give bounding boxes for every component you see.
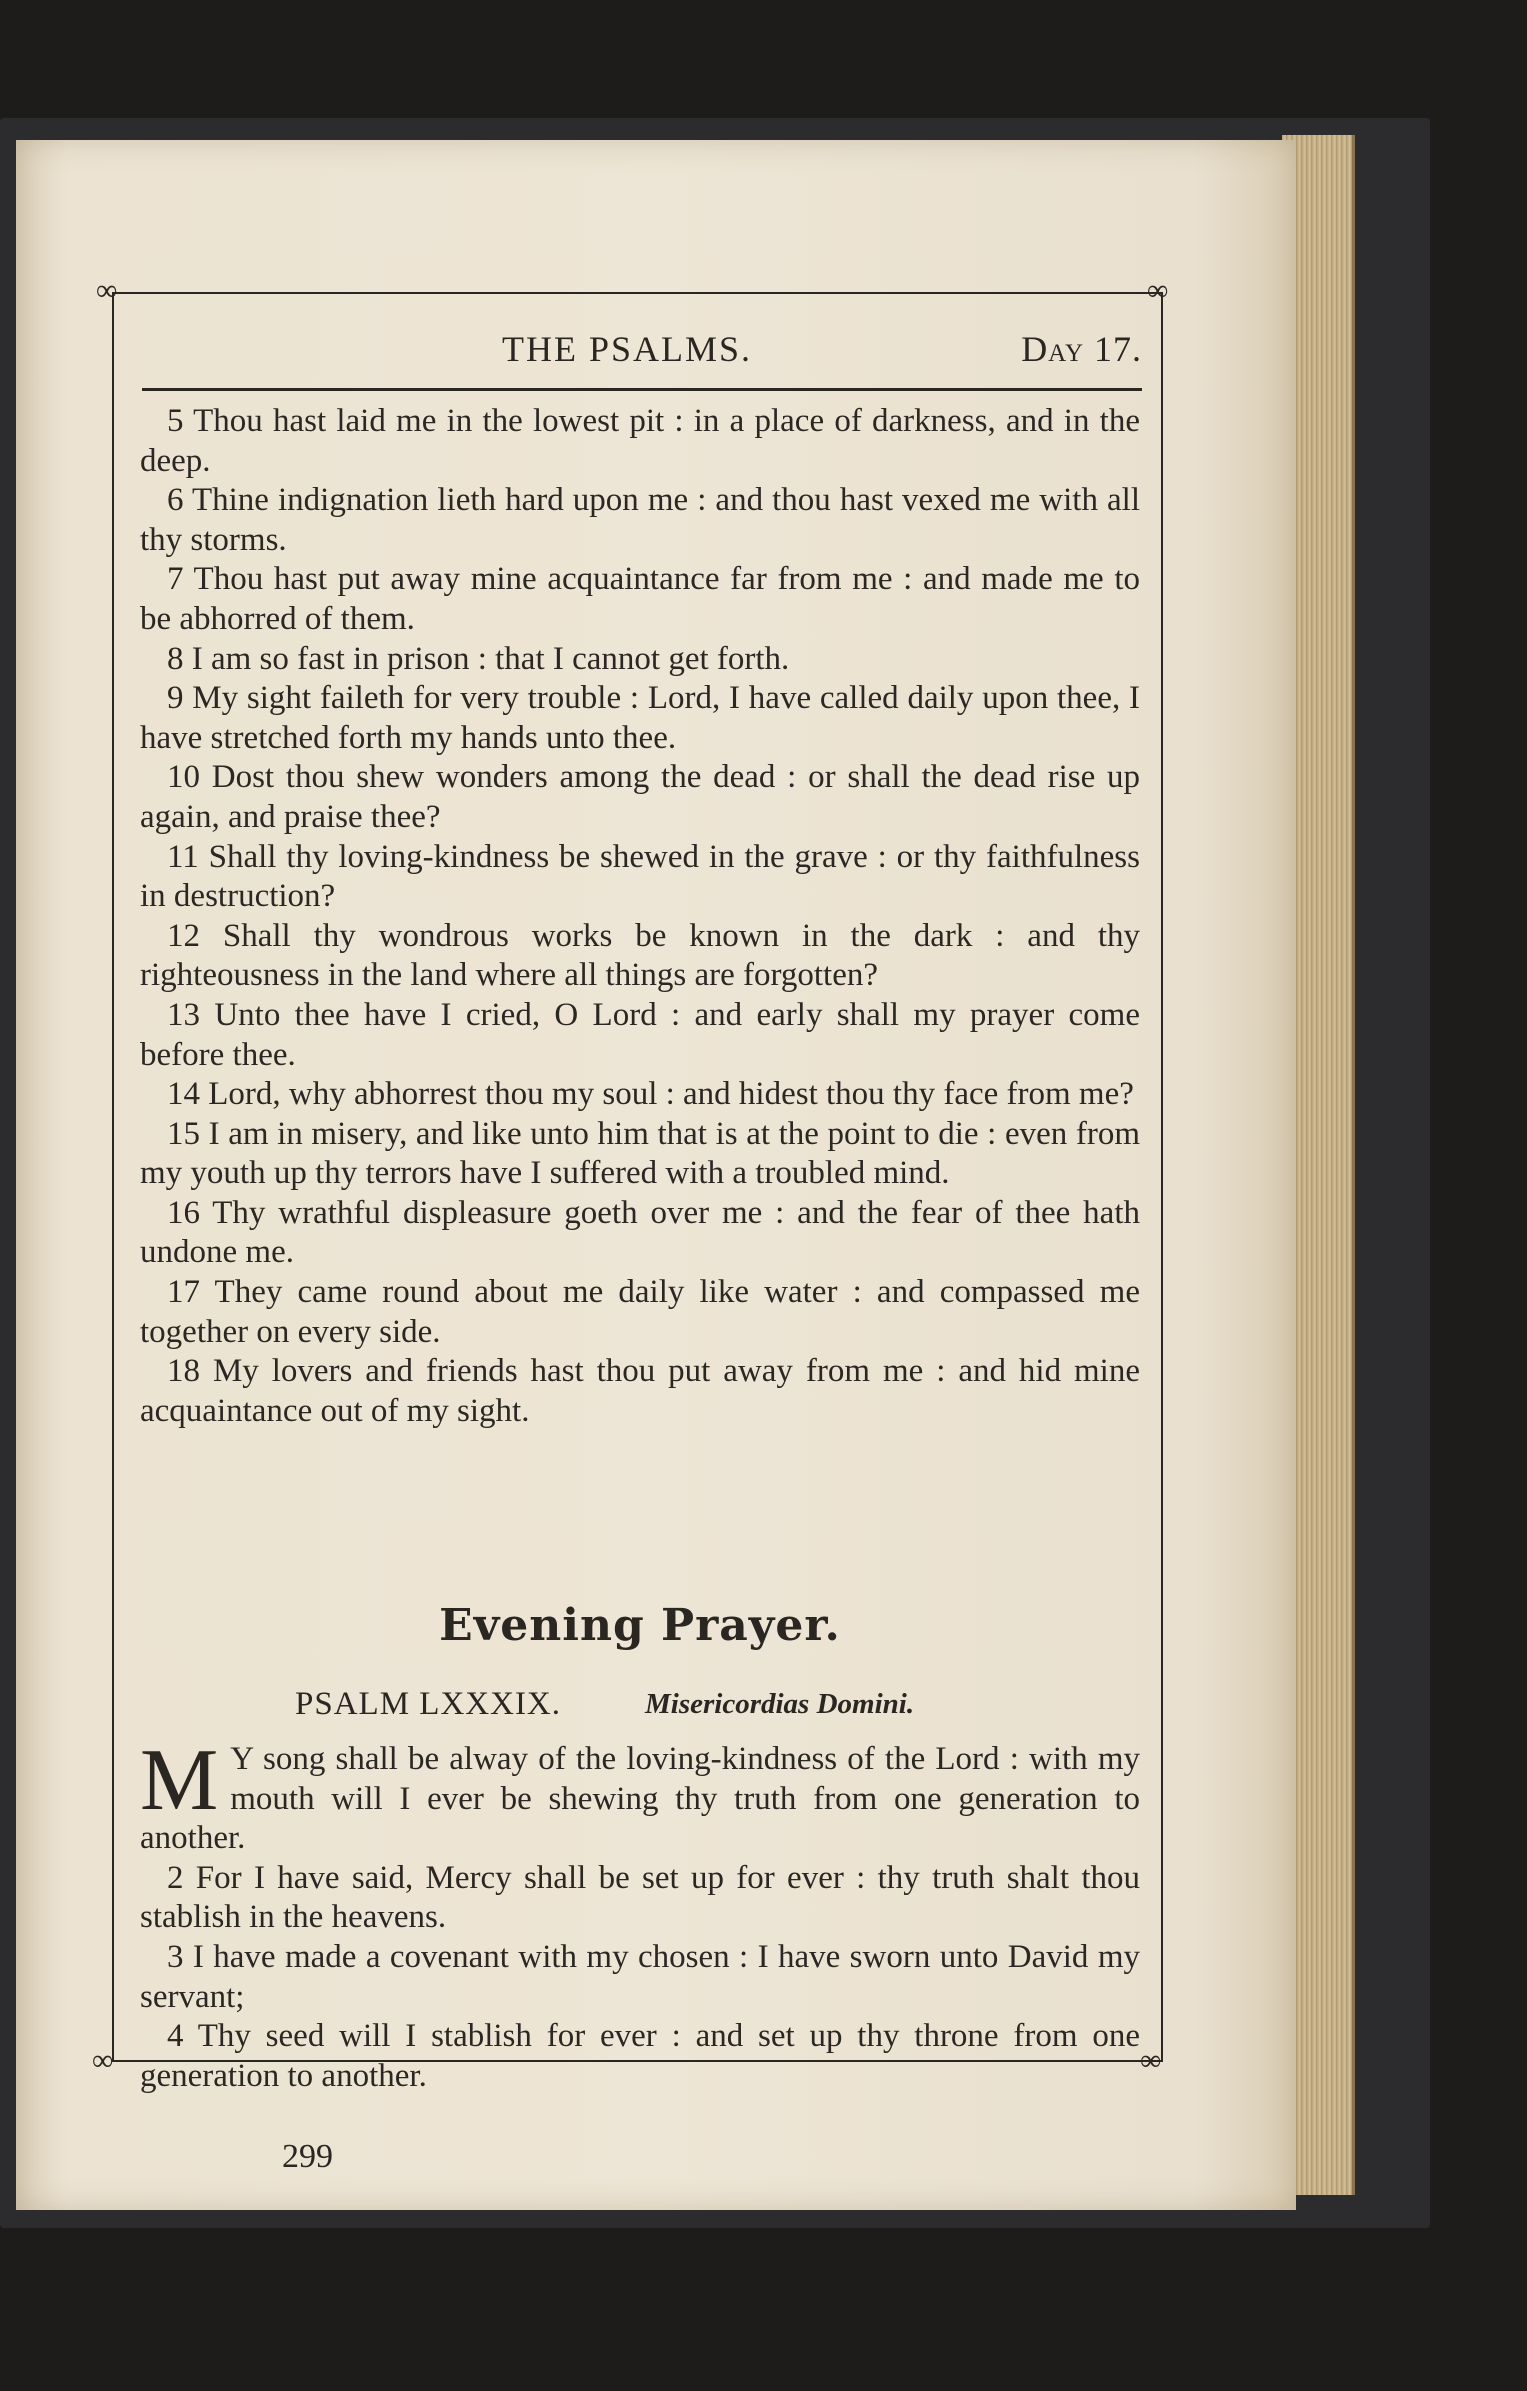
section-title: Evening Prayer. [439,1600,841,1651]
corner-ornament-icon: ∞ [1147,274,1169,307]
psalm-heading [140,1686,1140,1730]
running-day: Day 17. [1021,329,1142,369]
verse: 6 Thine indignation lieth hard upon me : and thou hast vexed me with all thy storms. [140,482,1140,558]
verse: 3 I have made a covenant with my chosen : I have sworn unto David my servant; [140,1938,1140,2015]
verse-first-text: Y song shall be alway of the loving-kindness of the Lord : with my mouth will I ever be shewing thy truth from one generation to another. [140,1741,1140,1857]
verse: 17 They came round about me daily like water : and compassed me together on every side. [140,1274,1140,1350]
verse: 14 Lord, why abhorrest thou my soul : and hidest thou thy face from me? [167,1076,1134,1113]
verse: 18 My lovers and friends hast thou put away from me : and hid mine acquaintance out of my sight. [140,1353,1140,1429]
psalm-number: PSALM LXXXIX. [295,1686,562,1722]
verse: 10 Dost thou shew wonders among the dead : or shall the dead rise up again, and praise thee? [140,759,1140,835]
corner-ornament-icon: ∞ [1140,2044,1162,2077]
psalm-89-verses [140,1732,1140,2096]
verse: 15 I am in misery, and like unto him that is at the point to die : even from my youth up thy terrors have I suffered with a troubled mind. [140,1115,1140,1192]
verse-first [140,1732,1140,1859]
verse: 12 Shall thy wondrous works be known in the dark : and thy righteousness in the land where all things are forgotten? [140,917,1140,994]
verse: 2 For I have said, Mercy shall be set up for ever : thy truth shalt thou stablish in the heavens. [140,1859,1140,1936]
verse: 16 Thy wrathful displeasure goeth over me : and the fear of thee hath undone me. [140,1194,1140,1271]
verse: 13 Unto thee have I cried, O Lord : and early shall my prayer come before thee. [140,996,1140,1073]
corner-ornament-icon: ∞ [96,274,118,307]
header-rule [142,388,1142,391]
verse: 9 My sight faileth for very trouble : Lord, I have called daily upon thee, I have stretched forth my hands unto thee. [140,680,1140,756]
frame-top-rule [112,292,1162,294]
verse: 8 I am so fast in prison : that I cannot get forth. [167,640,790,677]
psalm-latin-incipit: Misericordias Domini. [645,1688,915,1720]
drop-cap: M [140,1732,219,1829]
verse: 5 Thou hast laid me in the lowest pit : in a place of darkness, and in the deep. [140,403,1140,479]
corner-ornament-icon: ∞ [92,2044,114,2077]
page-number: 299 [282,2138,333,2175]
running-title: THE PSALMS. [502,329,753,369]
verse: 7 Thou hast put away mine acquaintance far from me : and made me to be abhorred of them. [140,561,1140,637]
verse: 11 Shall thy loving-kindness be shewed in the grave : or thy faithfulness in destruction? [140,838,1140,915]
verse: 4 Thy seed will I stablish for ever : and set up thy throne from one generation to another. [140,2018,1140,2094]
psalm-88-verses [140,402,1140,1431]
running-head [142,328,1142,380]
